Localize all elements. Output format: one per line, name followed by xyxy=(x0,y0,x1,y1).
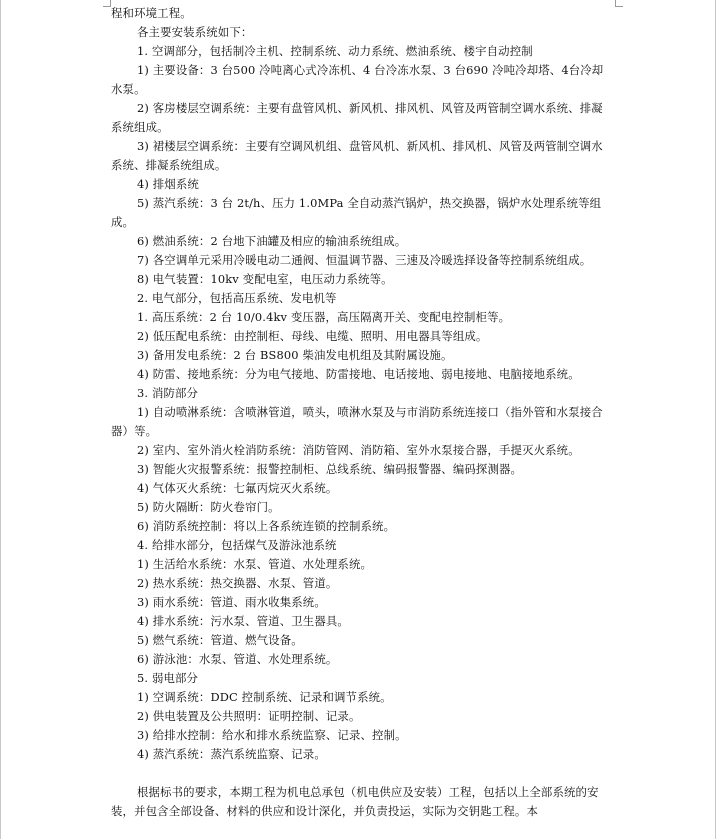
list-item: 6) 消防系统控制：将以上各系统连锁的控制系统。 xyxy=(137,519,396,533)
list-item: 4) 防雷、接地系统：分为电气接地、防雷接地、电话接地、弱电接地、电脑接地系统。 xyxy=(137,367,580,381)
list-item: 1) 生活给水系统：水泵、管道、水处理系统。 xyxy=(137,557,373,571)
paragraph: 程和环境工程。 xyxy=(111,6,192,20)
list-item: 2) 室内、室外消火栓消防系统：消防管网、消防箱、室外水泵接合器，手提灭火系统。 xyxy=(137,443,580,457)
list-item: 3) 给排水控制：给水和排水系统监察、记录、控制。 xyxy=(137,728,407,742)
list-item: 4) 排烟系统 xyxy=(137,177,199,191)
list-item: 1) 自动喷淋系统：含喷淋管道，喷头，喷淋水泵及与市消防系统连接口（指外管和水泵接合器）等。 xyxy=(111,405,603,438)
list-item: 2) 热水系统：热交换器、水泵、管道。 xyxy=(137,576,338,590)
list-item: 6) 燃油系统：2 台地下油罐及相应的输油系统组成。 xyxy=(137,234,407,248)
list-item: 4) 蒸汽系统：蒸汽系统监察、记录。 xyxy=(137,747,326,761)
list-item: 2) 客房楼层空调系统：主要有盘管风机、新风机、排风机、风管及两管制空调水系统、排凝系统组成。 xyxy=(111,101,603,134)
list-item: 3) 裙楼层空调系统：主要有空调风机组、盘管风机、新风机、排风机、风管及两管制空调水系统、排凝系统组成。 xyxy=(111,139,603,172)
list-item: 1) 主要设备：3 台500 冷吨离心式冷冻机、4 台冷冻水泵、3 台690 冷吨冷却塔、4台冷却水泵。 xyxy=(111,63,604,96)
paragraph: 根据标书的要求，本期工程为机电总承包（机电供应及安装）工程，包括以上全部系统的安装，并包含全部设备、材料的供应和设计深化，并负责投运，实际为交钥匙工程。本 xyxy=(111,785,599,818)
paragraph-spacer xyxy=(111,764,613,783)
list-item: 3) 备用发电系统：2 台 BS800 柴油发电机组及其附属设施。 xyxy=(137,348,453,362)
section-heading-electrical: 2. 电气部分，包括高压系统、发电机等 xyxy=(137,291,337,305)
list-item: 4) 排水系统：污水泵、管道、卫生器具。 xyxy=(137,614,349,628)
list-item: 1. 高压系统：2 台 10/0.4kv 变压器，高压隔离开关、变配电控制柜等。 xyxy=(137,310,511,324)
top-left-crop-mark xyxy=(103,0,111,7)
list-item: 4) 气体灭火系统：七氟丙烷灭火系统。 xyxy=(137,481,338,495)
list-item: 5) 蒸汽系统：3 台 2t/h、压力 1.0MPa 全自动蒸汽锅炉，热交换器，锅炉水处理系统等组成。 xyxy=(111,196,602,229)
list-item: 1) 空调系统：DDC 控制系统、记录和调节系统。 xyxy=(137,690,392,704)
list-item: 7) 各空调单元采用冷暖电动二通阀、恒温调节器、三速及冷暖选择设备等控制系统组成。 xyxy=(137,253,592,267)
section-heading-hvac: 1. 空调部分，包括制冷主机、控制系统、动力系统、燃油系统、楼宇自动控制 xyxy=(137,44,533,58)
section-heading-plumbing: 4. 给排水部分，包括煤气及游泳池系统 xyxy=(137,538,337,552)
list-item: 5) 燃气系统：管道、燃气设备。 xyxy=(137,633,303,647)
list-item: 2) 供电装置及公共照明：证明控制、记录。 xyxy=(137,709,361,723)
list-item: 6) 游泳池：水泵、管道、水处理系统。 xyxy=(137,652,338,666)
list-item: 8) 电气装置：10kv 变配电室，电压动力系统等。 xyxy=(137,272,393,286)
section-heading-low-voltage: 5. 弱电部分 xyxy=(137,671,199,685)
paragraph: 各主要安装系统如下： xyxy=(137,25,253,39)
section-heading-fire: 3. 消防部分 xyxy=(137,386,199,400)
list-item: 5) 防火隔断：防火卷帘门。 xyxy=(137,500,280,514)
document-body xyxy=(111,4,613,821)
list-item: 3) 雨水系统：管道、雨水收集系统。 xyxy=(137,595,326,609)
list-item: 2) 低压配电系统：由控制柜、母线、电缆、照明、用电器具等组成。 xyxy=(137,329,488,343)
list-item: 3) 智能火灾报警系统：报警控制柜、总线系统、编码报警器、编码探测器。 xyxy=(137,462,523,476)
top-right-crop-mark xyxy=(615,0,623,7)
